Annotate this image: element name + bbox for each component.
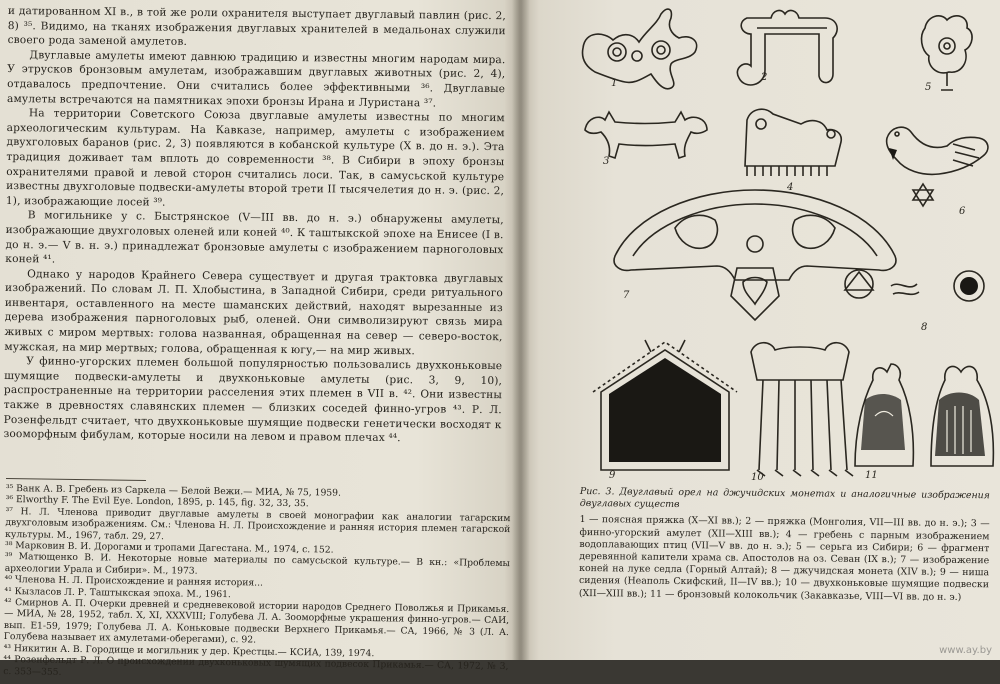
paragraph: На территории Советского Союза двуглавые амулеты известны по многим археологическим культурам. На Кавказе, например, амулеты с изображением двухголовых баранов (рис. 2, 3) появляются в кобанской культуре (X в. до н. э.). Эта традиция доживает там вплоть до современности ³⁸. В Сибири в эпоху бронзы охранителями правой и левой сторон считались лоси. Так, в самусьской культуре известны двухголовые подвески-амулеты второй трети II тысячелетия до н. э. (рис. 2, 1), изображающие лосей ³⁹. — [5, 107, 505, 209]
figure-number: 8 — [921, 322, 928, 333]
figure-2-buckle-drawing — [737, 11, 837, 85]
figure-8-coin-dark — [960, 277, 978, 295]
figure-1-buckle-drawing — [583, 9, 697, 89]
right-page — [520, 0, 1000, 660]
figure-9-niche-fill — [609, 358, 721, 462]
caption-items: 1 — поясная пряжка (X—XI вв.); 2 — пряжка (Монголия, VII—III вв. до н. э.); 3 — финно-угорский амулет (XII—XIII вв.); 4 — гребень с парным изображением водоплавающих птиц (VII—V вв. до н. э.); 5 — серьга из Сибири; 6 — фрагмент деревянной капители храма св. Апостолов на оз. Севан (IX в.); 7 — изображение коней на луке седла (Горный Алтай); 8 — джучидская монета (XIV в.); 9 — ниша сидения (Неаполь Скифский, II—IV вв.); 10 — двухконьковые шумящие подвески (XII—XIII вв.); 11 — бронзовый колокольчик (Закавказье, VIII—VI вв. до н. э.) — [578, 514, 990, 603]
paragraph: В могильнике у с. Быстрянское (V—III вв. до н. э.) обнаружены амулеты, изображающие двухголовых оленей или коней ⁴⁰. К таштыкской эпохе на Енисее (I в. до н. э.— V в. н. э.) принадлежат бронзовые амулеты с изображением парноголовых коней ⁴¹. — [5, 209, 504, 266]
watermark: www.ay.by — [939, 645, 992, 656]
figure-number: 3 — [603, 156, 610, 167]
figure-11-bell-shade — [861, 394, 905, 450]
footnote: ³⁷ Н. Л. Членова приводит двуглавые амулеты в своей монографии как аналогии тагарским двухголовым изображениям. См.: Членова Н. Л. Происхождение и ранняя история племен тагарской культуры. М., 1967, табл. 29, 27. — [5, 505, 511, 542]
figure-number: 10 — [751, 472, 764, 483]
figure-number: 11 — [865, 470, 878, 481]
figure-7-saddle-drawing — [614, 190, 896, 320]
paragraph: и датированном XI в., в той же роли охранителя выступает двуглавый павлин (рис. 2, 8) ³⁵. Видимо, на тканях изображения двуглавых хранителей в медальонах служили своего рода заменой амулетов. — [7, 4, 506, 49]
footnotes — [3, 478, 511, 684]
figure-11-bell-shade — [935, 393, 985, 457]
paragraph: Однако у народов Крайнего Севера существует и другая трактовка двуглавых изображений. По словам Л. П. Хлобыстина, в Западной Сибири, среди ритуального инвентаря, оставленного на месте шаманских действий, находят вырезанные из дерева изображения парноголовых рыб, оленей. Они символизируют связь мира живых с миром мертвых: голова названная, обращенная на север — северо-восток, мужская, на мир мертвых; голова, обращенная к югу,— на мир живых. — [4, 267, 504, 357]
figure-4-comb-drawing — [745, 109, 841, 176]
footnote: ³⁸ Марковин В. И. Дорогами и тропами Дагестана. М., 1974, с. 152. — [4, 540, 334, 556]
figure-number: 5 — [925, 82, 932, 93]
figure-6-capital-drawing — [887, 127, 988, 206]
footnote: ⁴² Смирнов А. П. Очерки древней и средневековой истории народов Среднего Поволжья и Прикамья.— МИА, № 28, 1952, табл. X, XI, XXXVIII; Голубева Л. А. Зооморфные украшения финно-угров.— САИ, вып. Е1-59, 1979; Голубева Л. А. Коньковые подвески Верхнего Прикамья.— СА, 1966, № 3 (Л. А. Голубева называет их амулетами-оберегами), с. 92. — [3, 597, 510, 646]
figure-number: 7 — [623, 290, 630, 301]
footnote-rule — [6, 478, 146, 481]
figure-3-amulet-drawing — [585, 112, 707, 158]
footnote: ⁴⁰ Членова Н. Л. Происхождение и ранняя история... — [4, 574, 264, 589]
figure-drawings — [575, 0, 1000, 485]
footnote: ³⁶ Elworthy F. The Evil Eye. London, 1895, p. 145, fig. 32, 33, 35. — [5, 494, 309, 510]
caption-title: Рис. 3. Двуглавый орел на джучидских монетах и аналогичные изображения двуглавых существ — [579, 486, 990, 511]
paragraph: Двуглавые амулеты имеют давнюю традицию и известны многим народам мира. У этрусков бронзовым амулетам, изображавшим двуглавых животных (рис. 2, 4), отдавалось предпочтение. Они считались более эффективными ³⁶. Двуглавые амулеты встречаются на памятниках эпохи бронзы Ирана и Луристана ³⁷. — [6, 49, 506, 110]
figure-number: 1 — [611, 78, 618, 89]
footnote: ⁴⁴ Розенфельдт Р. Л. О происхождении двухконьковых шумящих подвесок Прикамья.— СА, 1972, № 3, с. 353—355. — [3, 654, 509, 678]
book-gutter — [512, 0, 530, 660]
figure-caption — [579, 486, 990, 604]
figure-number: 9 — [609, 470, 616, 481]
figure-plate — [575, 0, 1000, 485]
footnote: ⁴³ Никитин А. В. Городище и могильник у дер. Крестцы.— КСИА, 139, 1974. — [3, 642, 375, 659]
footnote: ³⁹ Матющенко В. И. Некоторые новые материалы по самусьской культуре.— В кн.: «Проблемы археологии Урала и Сибири». М., 1973. — [4, 551, 510, 577]
figure-number: 2 — [761, 72, 768, 83]
figure-number: 6 — [959, 206, 966, 217]
main-text-column — [3, 4, 506, 447]
footnote: ⁴¹ Кызласов Л. Р. Таштыкская эпоха. М., 1961. — [4, 585, 231, 600]
figure-5-earring-drawing — [922, 16, 973, 90]
footnote: ³⁵ Ванк А. В. Гребень из Саркела — Белой Вежи.— МИА, № 75, 1959. — [5, 482, 342, 499]
paragraph: У финно-угорских племен большой популярностью пользовались двухконьковые шумящие подвески-амулеты и двухконьковые амулеты (рис. 3, 9, 10), распространенные на территории расселения этих племен в VII в. ⁴². Они известны также в древностях славянских племен — близких соседей финно-угров ⁴³. Р. Л. Розенфельдт считает, что двухконьковые шумящие подвески генетически восходят к зооморфным фибулам, которые носили на левом и правом плечах ⁴⁴. — [3, 355, 503, 445]
figure-number: 4 — [787, 182, 794, 193]
figure-10-pendant-drawing — [751, 343, 853, 476]
